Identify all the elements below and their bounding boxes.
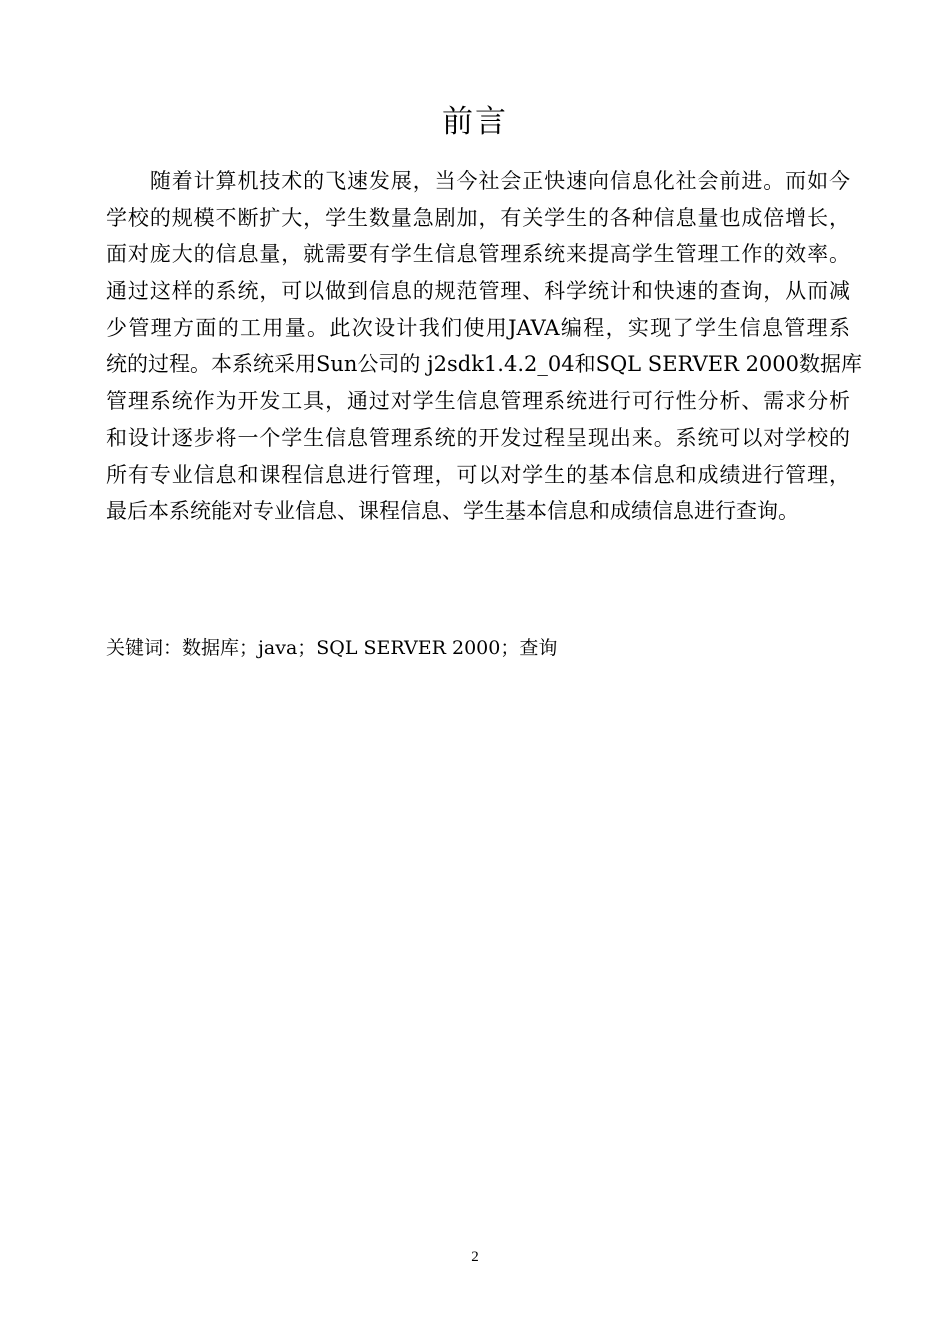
paragraph-line: 面对庞大的信息量，就需要有学生信息管理系统来提高学生管理工作的效率。 [106, 242, 850, 267]
paragraph-line: 学校的规模不断扩大，学生数量急剧加，有关学生的各种信息量也成倍增长， [106, 205, 850, 230]
paragraph-line: 随着计算机技术的飞速发展，当今社会正快速向信息化社会前进。而如今 [106, 169, 850, 193]
page-title: 前言 [442, 104, 508, 140]
paragraph-line: 管理系统作为开发工具，通过对学生信息管理系统进行可行性分析、需求分析 [106, 389, 850, 414]
preface-paragraph [106, 163, 863, 530]
paragraph-line: 所有专业信息和课程信息进行管理，可以对学生的基本信息和成绩进行管理， [106, 462, 850, 487]
paragraph-line: 最后本系统能对专业信息、课程信息、学生基本信息和成绩信息进行查询。 [106, 499, 799, 524]
paragraph-line: 少管理方面的工用量。此次设计我们使用JAVA编程，实现了学生信息管理系 [106, 315, 850, 340]
keywords-line: 关键词：数据库；java；SQL SERVER 2000；查询 [106, 637, 558, 659]
paragraph-line: 统的过程。本系统采用Sun公司的 j2sdk1.4.2_04和SQL SERVER 2000数据库 [106, 352, 863, 377]
paragraph-line: 通过这样的系统，可以做到信息的规范管理、科学统计和快速的查询，从而减 [106, 279, 850, 304]
page-number: 2 [471, 1249, 479, 1265]
paragraph-line: 和设计逐步将一个学生信息管理系统的开发过程呈现出来。系统可以对学校的 [106, 425, 850, 450]
